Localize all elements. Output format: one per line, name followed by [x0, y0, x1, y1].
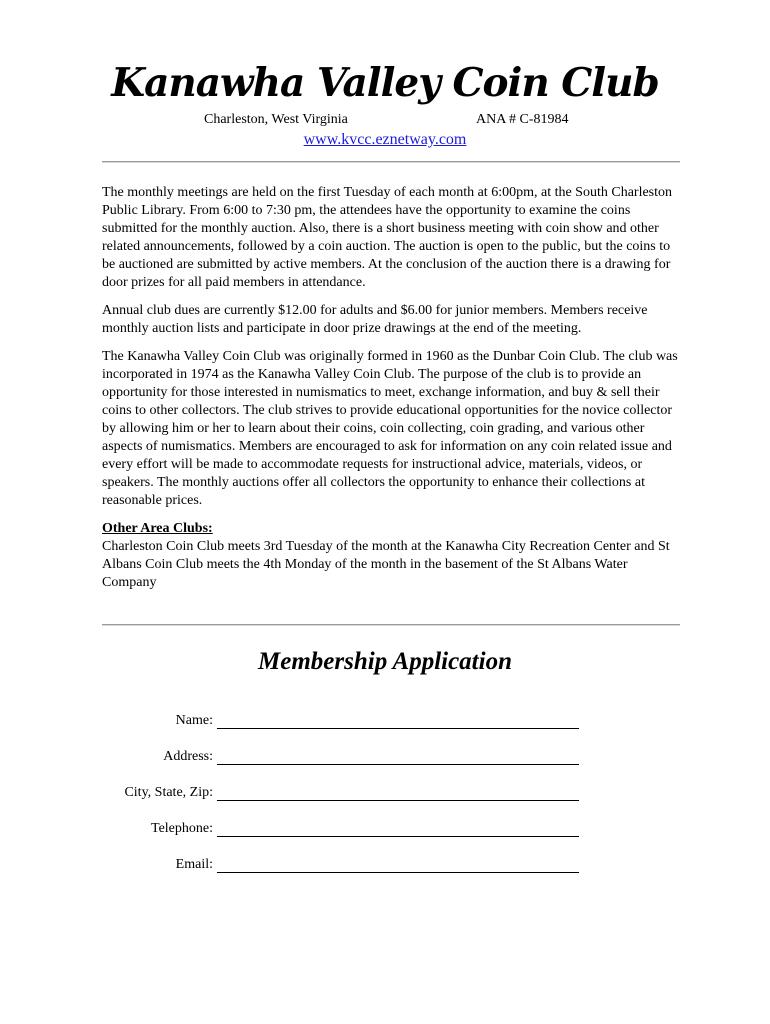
other-clubs-section [102, 520, 682, 592]
club-title: Kanawha Valley Coin Club [111, 60, 659, 106]
address-field-row [0, 748, 770, 768]
meetings-paragraph: The monthly meetings are held on the first Tuesday of each month at 6:00pm, at the South Charleston Public Library. From 6:00 to 7:30 pm, the attendees have the opportunity to examine the coins submitted for the monthly auction. Also, there is a short business meeting with coin show and other related announcements, followed by a coin auction. The auction is open to the public, but the coins to be auctioned are submitted by active members. At the conclusion of the auction there is a drawing for door prizes for all paid members in attendance. [102, 185, 673, 290]
city-state-zip-label: City, State, Zip: [124, 785, 213, 800]
club-location: Charleston, West Virginia [204, 112, 348, 127]
email-label: Email: [175, 857, 213, 872]
city-state-zip-blank-line[interactable] [217, 800, 579, 801]
membership-application-title: Membership Application [258, 648, 512, 675]
address-blank-line[interactable] [217, 764, 579, 765]
name-field-row [0, 712, 770, 732]
address-label: Address: [163, 749, 213, 764]
telephone-blank-line[interactable] [217, 836, 579, 837]
history-paragraph: The Kanawha Valley Coin Club was originally formed in 1960 as the Dunbar Coin Club. The club was incorporated in 1974 as the Kanawha Valley Coin Club. The purpose of the club is to provide an opportunity for those interested in numismatics to meet, exchange information, and buy & sell their coins to other collectors. The club strives to provide educational opportunities for the novice collector by allowing him or her to learn about their coins, coin collecting, coin grading, and various other aspects of numismatics. Members are encouraged to ask for information on any coin related issue and every effort will be made to accommodate requests for instructional advice, materials, videos, or speakers. The monthly auctions offer all collectors the opportunity to enhance their collections at reasonable prices. [102, 349, 678, 508]
name-blank-line[interactable] [217, 728, 579, 729]
email-field-row [0, 856, 770, 876]
info-body [102, 184, 682, 602]
divider-bottom [102, 624, 680, 626]
telephone-label: Telephone: [151, 821, 213, 836]
email-blank-line[interactable] [217, 872, 579, 873]
website-link[interactable]: www.kvcc.eznetway.com [303, 131, 467, 148]
ana-number: ANA # C-81984 [476, 112, 569, 127]
divider-top [102, 161, 680, 163]
other-clubs-heading: Other Area Clubs: [102, 521, 213, 536]
city-state-zip-field-row [0, 784, 770, 804]
other-clubs-text: Charleston Coin Club meets 3rd Tuesday of the month at the Kanawha City Recreation Center and St Albans Coin Club meets the 4th Monday of the month in the basement of the St Albans Water Company [102, 539, 670, 590]
name-label: Name: [175, 713, 213, 728]
dues-paragraph: Annual club dues are currently $12.00 for adults and $6.00 for junior members. Members receive monthly auction lists and participate in door prize drawings at the end of the meeting. [102, 303, 648, 336]
telephone-field-row [0, 820, 770, 840]
